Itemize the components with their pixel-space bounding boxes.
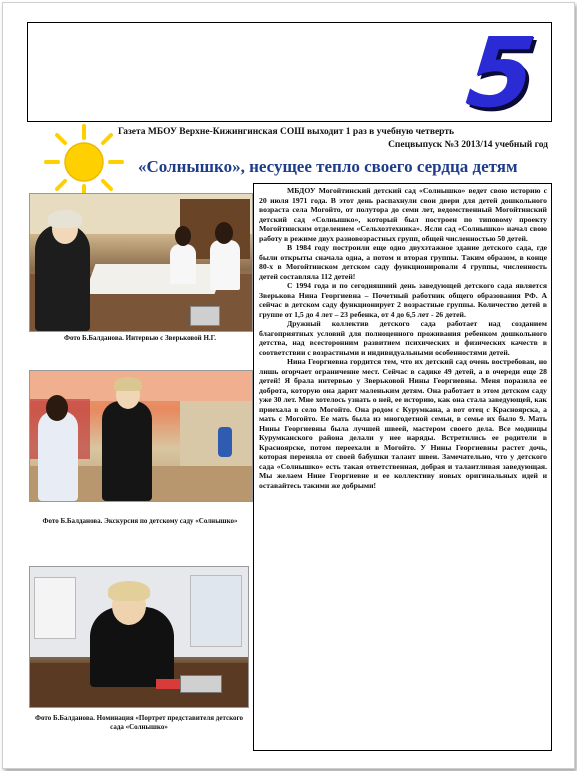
photo-interview: [29, 193, 253, 332]
article-paragraph: Дружный коллектив детского сада работает над созданием благоприятных условий для полноценного проживания ребенком дошкольного детства, над всесторонним развитием психических и физических качеств в соответствии с возрастными и индивидуальными особенностями детей.: [259, 319, 547, 357]
masthead-box: [27, 17, 552, 129]
article-paragraph: МБДОУ Могойтинский детский сад «Солнышко» ведет свою историю с 20 июля 1971 года. В этот день распахнули свои двери для детей дошкольного возраста села Могойто, от полутора до семи лет, ведомственный Могойтинский детский сад «Солнышко», который был построен по типовому проекту Могойтинским отделением «Сельхозтехника». Ясли сад «Солнышко» начал свою работу в режиме двух разновозрастных групп, общей численностью 50 детей.: [259, 186, 547, 243]
article-box: [253, 183, 552, 751]
photo-caption: Фото Б.Балдановa. Интервью с Зверьковой Н.Г.: [63, 334, 217, 342]
photo-caption: Фото Б.Балдановa. Номинация «Портрет представителя детского сада «Солнышко»: [34, 714, 244, 731]
issue-line: Спецвыпуск №3 2013/14 учебный год: [388, 140, 548, 150]
photo-portrait: [29, 566, 249, 708]
article-paragraph: Нина Георгиевна гордится тем, что их детский сад очень востребован, но лишь огорчает ограничение мест. Сейчас в садике 49 детей, а в очереди еще 28 детей! Я брала интервью у Зверьковой Нины Георгиевны. Меня поразила ее доброта, которую она дарит маленьким детям. Она работает в этом детском саду уже 30 лет. Мне хотелось узнать о ней, ее историю, как она стала заведующей, как приехала в село Могойто. Она родом с Курумкана, а вот отец с Красноярска, а мать с Могойто. Ее мать была из многодетной семьи, в семье их было 9. Мать Нины Георгиевны была лучшей швеей, мастером своего дела. Все модницы Курумканского района делали у нее наряды. Встретились ее родители в Красноярске, потом переехали в Могойто. У Нины Георгиевны растет дочь, которая переняла от своей бабушки талант швеи. Замечательно, что у детского сада «Солнышко» есть такая ответственная, добрая и талантливая заведующая. Мы желаем Нине Георгиевне и ее коллективу новых оригинальных идей и оставайтесь такими же добрыми!: [259, 357, 547, 490]
article-body: [254, 184, 551, 490]
article-paragraph: В 1984 году построили еще одно двухэтажное здание детского сада, где были открыты сначала одна, а потом и вторая группы. Таким образом, в конце 80-х в Могойтинском детском саду функционировали 4 группы, численность детей составляла 112 детей!: [259, 243, 547, 281]
article-headline: «Солнышко», несущее тепло своего сердца детям: [138, 157, 518, 176]
photo-caption: Фото Б.Балдановa. Экскурсия по детскому саду «Солнышко»: [42, 517, 238, 525]
photo-excursion: [29, 370, 253, 502]
issue-number: 5: [461, 17, 541, 129]
article-paragraph: С 1994 года и по сегодняшний день заведующей детского сада является Зверькова Нина Георгиевна – Почетный работник общего образования РФ. А сейчас в детском саду функционирует 2 возрастные группы. Количество детей в группе от 1,5 до 4 лет – 23 ребенка, от 4 до 6,5 лет - 26 детей.: [259, 281, 547, 319]
publication-line: Газета МБОУ Верхне-Кижингинская СОШ выходит 1 раз в учебную четверть: [118, 127, 455, 137]
sun-icon: [44, 124, 124, 200]
